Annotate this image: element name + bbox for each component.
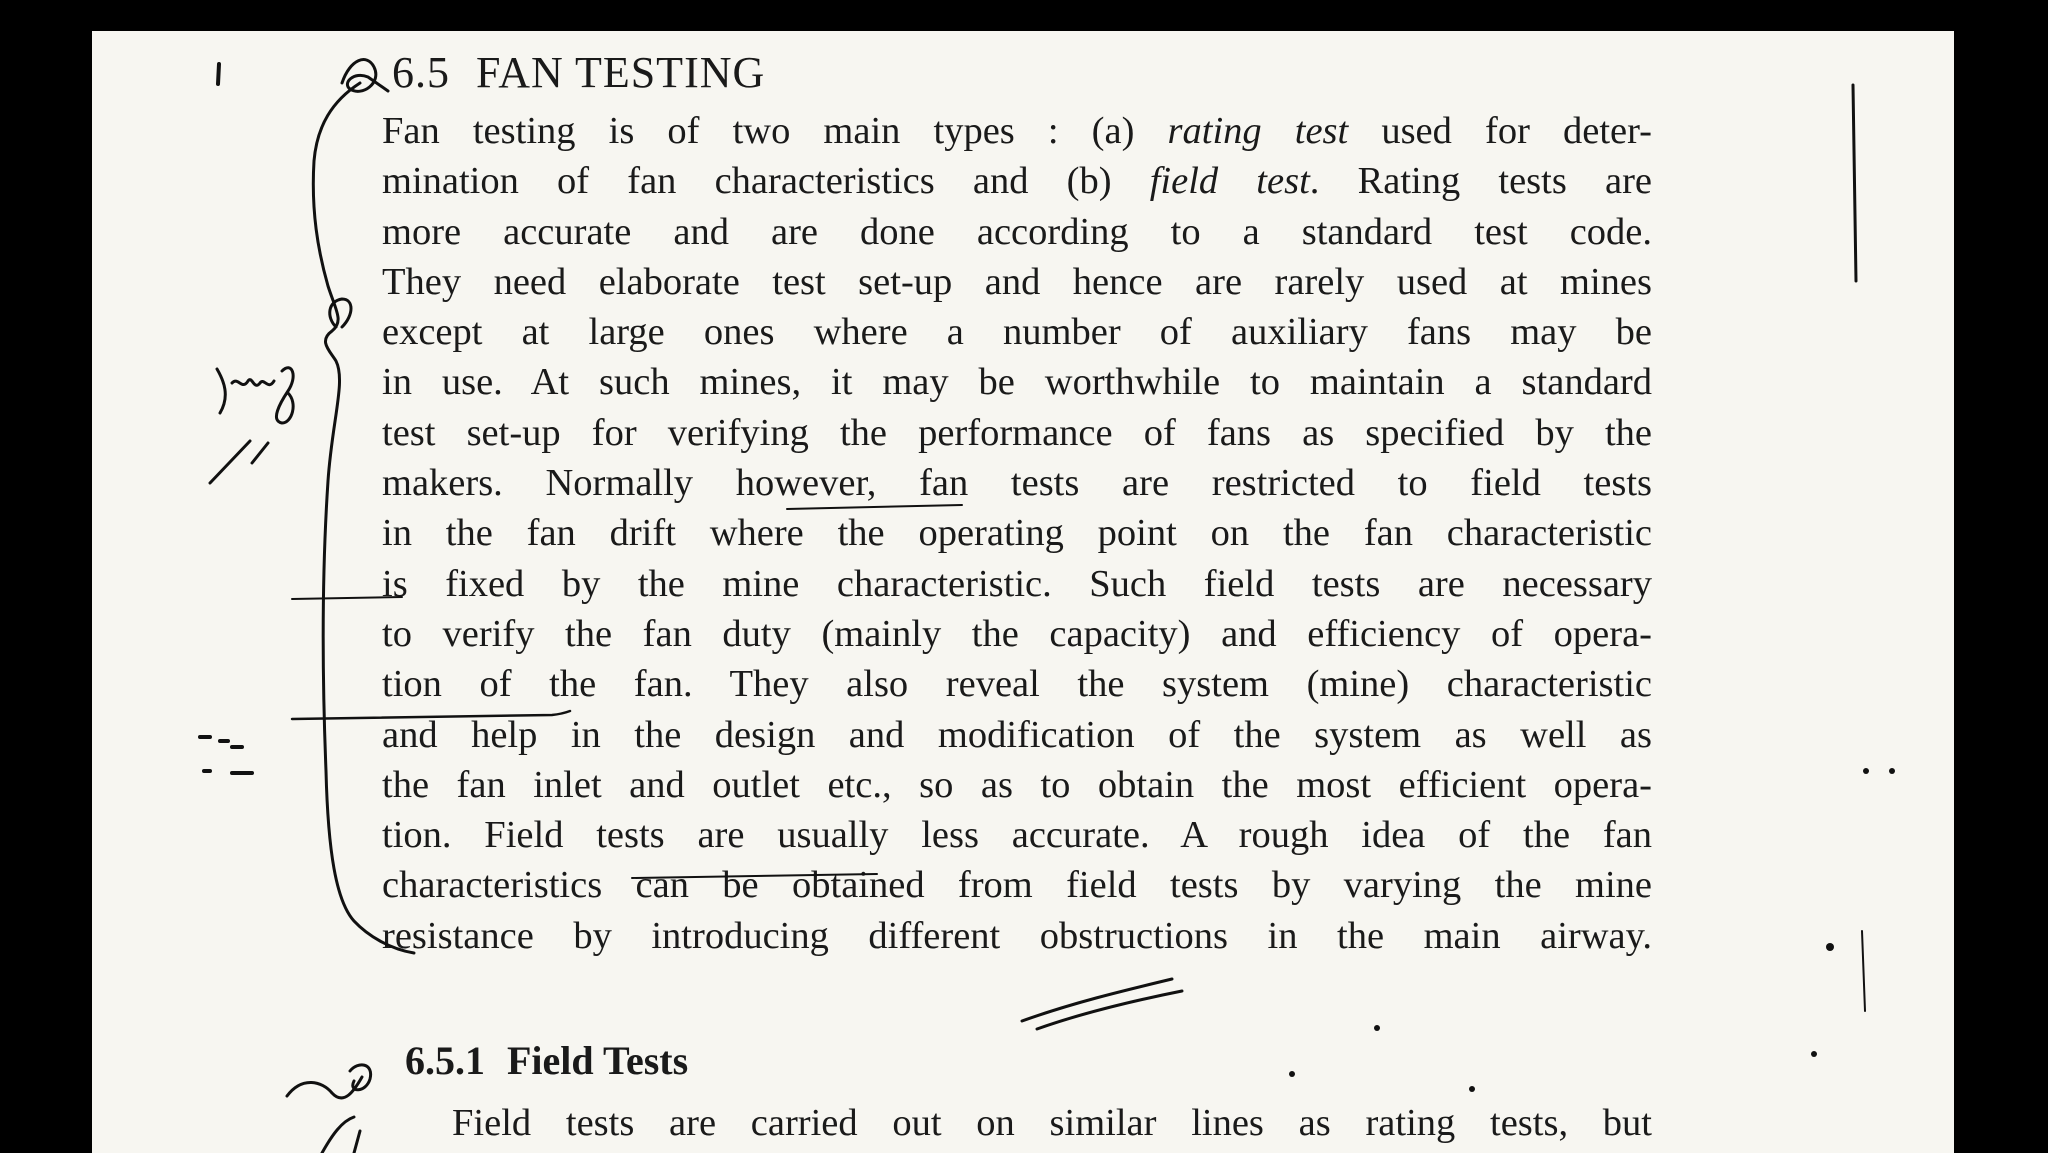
margin-note-scribble [217,368,293,423]
paragraph-line: test set-up for verifying the performance of fans as specified by the [382,411,1652,454]
speck-dot [1811,1051,1817,1057]
italic-term: field test [1149,160,1310,203]
italic-term: rating test [1167,110,1349,152]
speck-dot [1826,943,1834,951]
paragraph-line: characteristics can be obtained from field tests by varying the mine [382,864,1652,907]
paragraph-line: makers. Normally however, fan tests are restricted to field tests [382,462,1652,505]
speck-dot [1469,1086,1475,1092]
paragraph-line: tion of the fan. They also reveal the system (mine) characteristic [382,663,1652,706]
section-heading [392,47,765,98]
section-title: FAN TESTING [476,48,766,97]
paragraph-line: except at large ones where a number of auxiliary fans may be [382,311,1652,354]
paragraph-line: They need elaborate test set-up and hence are rarely used at mines [382,260,1652,303]
scanned-page [92,31,1954,1153]
section-number: 6.5 [392,48,450,97]
subsection-title: Field Tests [507,1038,689,1083]
heading-scribble [342,60,388,92]
subsection-number: 6.5.1 [405,1038,485,1083]
margin-tick-mark [218,64,219,84]
margin-slash-mark [210,441,268,483]
speck-dot [1863,768,1869,774]
margin-dots [200,737,252,773]
speck-dot [1374,1025,1380,1031]
paragraph-line: to verify the fan duty (mainly the capacity) and efficiency of opera- [382,612,1652,655]
paragraph-line: resistance by introducing different obstructions in the main airway. [382,914,1652,957]
subsection-first-line: Field tests are carried out on similar lines as rating tests, but [452,1102,1652,1144]
paragraph-line: and help in the design and modification of the system as well as [382,713,1652,756]
paragraph-line: Fan testing is of two main types : (a) rating test used for deter- [382,110,1652,152]
paragraph-line: is fixed by the mine characteristic. Such field tests are necessary [382,562,1652,605]
right-margin-stroke-lower [1862,931,1865,1011]
paragraph-line: the fan inlet and outlet etc., so as to obtain the most efficient opera- [382,763,1652,806]
speck-dot [1889,768,1895,774]
paragraph-line: more accurate and are done according to a standard test code. [382,210,1652,253]
subsection-scribble [287,1065,371,1153]
brace-loop [330,299,351,327]
section-body [382,106,1652,961]
paragraph-line: in use. At such mines, it may be worthwhile to maintain a standard [382,361,1652,404]
paragraph-line: in the fan drift where the operating point on the fan characteristic [382,512,1652,555]
obstructions-mark [1022,979,1182,1029]
subsection-heading [405,1037,688,1084]
right-margin-stroke [1853,85,1856,281]
speck-dot [1289,1071,1295,1077]
paragraph-line: mination of fan characteristics and (b) field test. Rating tests are [382,160,1652,203]
paragraph-line: tion. Field tests are usually less accurate. A rough idea of the fan [382,814,1652,857]
